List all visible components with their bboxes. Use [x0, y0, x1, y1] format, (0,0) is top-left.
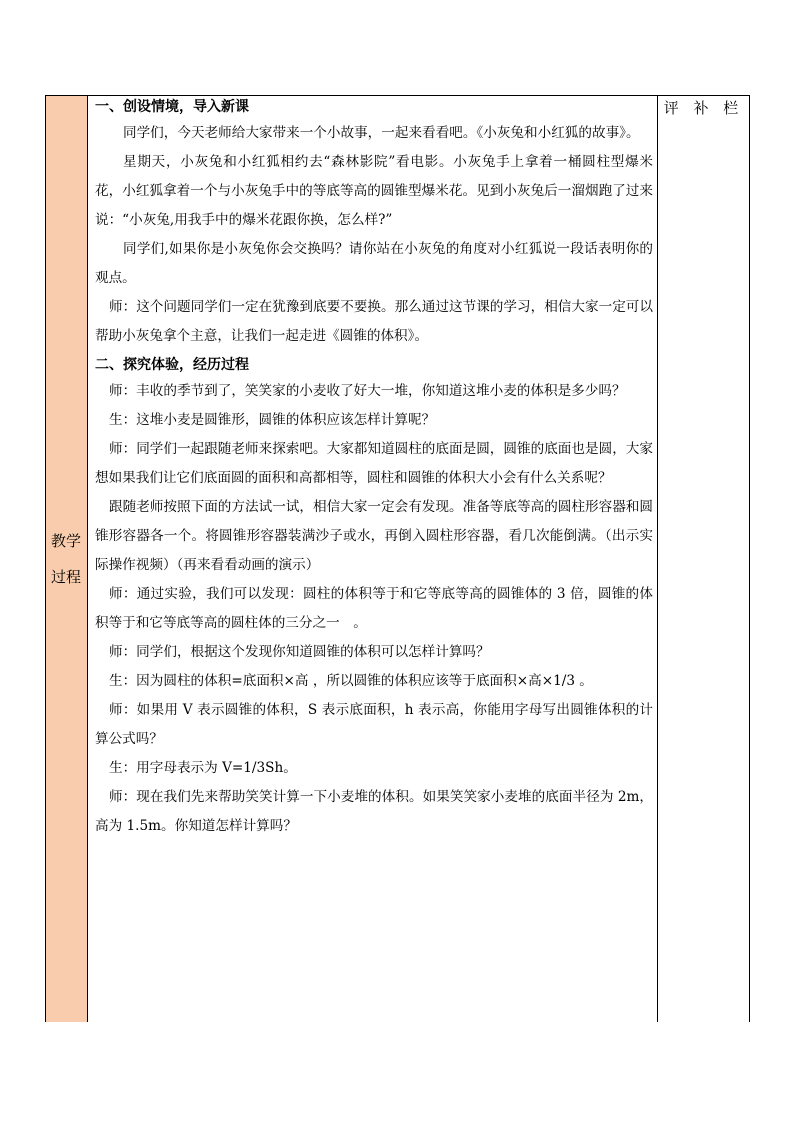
- section1-paragraph: 同学们，今天老师给大家带来一个小故事，一起来看看吧。《小灰兔和小红狐的故事》。: [123, 125, 640, 141]
- table-right-border: [749, 95, 750, 1022]
- section2-paragraph: 师：同学们，根据这个发现你知道圆锥的体积可以怎样计算吗？: [109, 644, 490, 660]
- section2-paragraph: 师：现在我们先来帮助笑笑计算一下小麦堆的体积。如果笑笑家小麦堆的底面半径为 2m，高为 1.5m。你知道怎样计算吗？: [95, 789, 653, 834]
- table-left-border: [45, 95, 46, 1022]
- section2-paragraph: 师：同学们一起跟随老师来探索吧。大家都知道圆柱的底面是圆，圆锥的底面也是圆，大家想如果我们让它们底面圆的面积和高都相等，圆柱和圆锥的体积大小会有什么关系呢？: [95, 441, 653, 486]
- section2-paragraph: 师：通过实验，我们可以发现：圆柱的体积等于和它等底等高的圆锥体的 3 倍，圆锥的体积等于和它等底等高的圆柱体的三分之一 。: [95, 586, 653, 631]
- section1-paragraph: 星期天，小灰兔和小红狐相约去“森林影院”看电影。小灰兔手上拿着一桶圆柱型爆米花，小红狐拿着一个与小灰兔手中的等底等高的圆锥型爆米花。见到小灰兔后一溜烟跑了过来说：“小灰兔,用我手中的爆米花跟你换，怎么样?”: [95, 154, 653, 228]
- section1-paragraph: 同学们,如果你是小灰兔你会交换吗？请你站在小灰兔的角度对小红狐说一段话表明你的观点。: [95, 241, 653, 286]
- section1-paragraph: 师：这个问题同学们一定在犹豫到底要不要换。那么通过这节课的学习，相信大家一定可以帮助小灰兔拿个主意，让我们一起走进《圆锥的体积》。: [95, 299, 653, 344]
- section2-heading: 二、探究体验，经历过程: [95, 357, 249, 373]
- section2-paragraph: 跟随老师按照下面的方法试一试，相信大家一定会有发现。准备等底等高的圆柱形容器和圆锥形容器各一个。将圆锥形容器装满沙子或水，再倒入圆柱形容器，看几次能倒满。（出示实际操作视频）（再来看看动画的演示）: [95, 499, 653, 573]
- process-label-cell: [45, 95, 87, 1022]
- section2-paragraph: 生：因为圆柱的体积=底面积×高 ，所以圆锥的体积应该等于底面积×高×1/3 。: [109, 673, 593, 689]
- review-column-header: 评 补 栏: [663, 99, 744, 117]
- section2-paragraph: 生：用字母表示为 V=1/3Sh。: [109, 760, 297, 776]
- lesson-content: [95, 95, 653, 841]
- section2-paragraph: 师：如果用 V 表示圆锥的体积，S 表示底面积，h 表示高，你能用字母写出圆锥体积的计算公式吗？: [95, 702, 653, 747]
- review-divider: [657, 95, 658, 1022]
- section2-paragraph: 师：丰收的季节到了，笑笑家的小麦收了好大一堆，你知道这堆小麦的体积是多少吗？: [109, 383, 626, 399]
- section2-paragraph: 生：这堆小麦是圆锥形，圆锥的体积应该怎样计算呢？: [109, 412, 436, 428]
- lesson-table: [45, 95, 750, 1022]
- section1-heading: 一、创设情境，导入新课: [95, 99, 249, 115]
- label-divider: [87, 95, 88, 1022]
- process-label: 教学过程: [50, 532, 81, 586]
